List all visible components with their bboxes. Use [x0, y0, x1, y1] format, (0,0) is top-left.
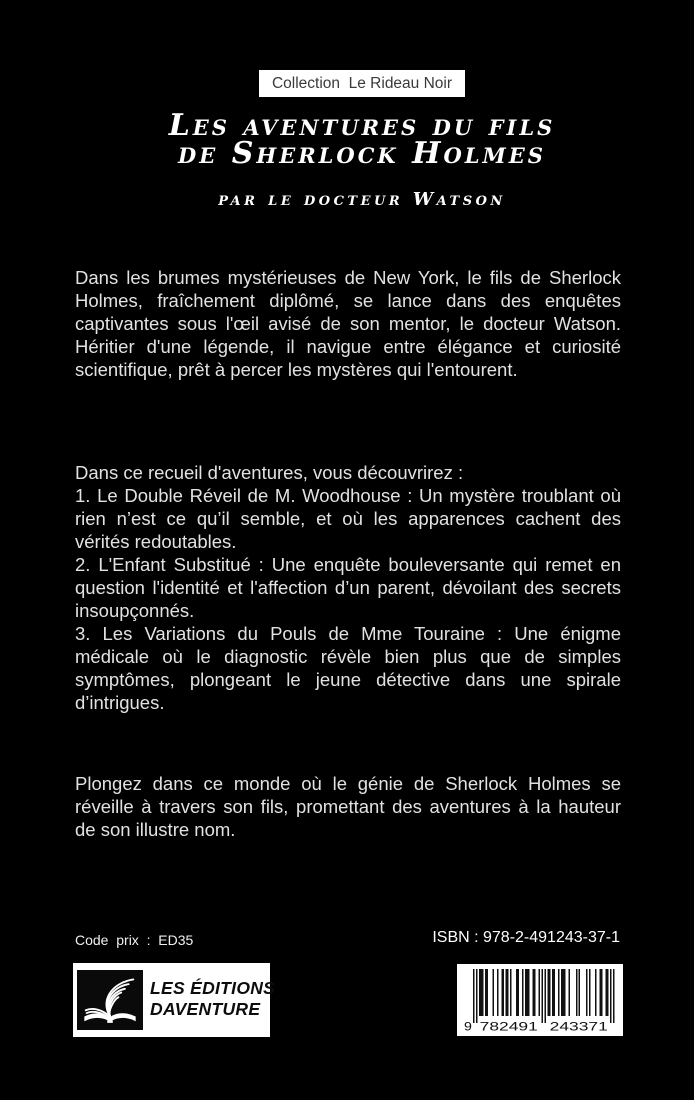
closing-paragraph — [75, 772, 621, 841]
svg-text:782491: 782491 — [479, 1019, 538, 1033]
publisher-logo — [73, 963, 276, 1037]
synopsis-paragraph — [75, 266, 621, 381]
barcode-bars — [464, 969, 616, 1033]
collection-label: Collection Le Rideau Noir — [271, 74, 453, 92]
book-title-line2: de Sherlock Holmes — [178, 136, 546, 171]
book-title-line1: Les aventures du fils — [168, 108, 556, 143]
svg-text:9: 9 — [464, 1019, 472, 1033]
closing-text: Plongez dans ce monde où le génie de Sherlock Holmes se réveille à travers son fils, promettant des aventures à la hauteur de son illustre nom. — [75, 773, 621, 840]
price-code: Code prix : ED35 — [75, 932, 194, 948]
publisher-name-line1: LES ÉDITIONS — [150, 978, 276, 998]
stories-list — [75, 461, 621, 714]
svg-text:243371: 243371 — [549, 1019, 608, 1033]
collection-badge — [259, 70, 465, 97]
barcode — [457, 964, 623, 1036]
publisher-name-line2: DAVENTURE — [150, 999, 261, 1019]
story-item: 1. Le Double Réveil de M. Woodhouse : Un mystère troublant où rien n’est ce qu’il semble, et où les apparences cachent des vérités redoutables. — [75, 485, 621, 552]
synopsis-text: Dans les brumes mystérieuses de New York, le fils de Sherlock Holmes, fraîchement diplômé, se lance dans des enquêtes captivantes sous l'œil avisé de son mentor, le docteur Watson. Héritier d'une légende, il navigue entre élégance et curiosité scientifique, prêt à percer les mystères qui l'entourent. — [75, 267, 621, 380]
book-subtitle: par le docteur Watson — [218, 189, 506, 210]
story-item: 3. Les Variations du Pouls de Mme Touraine : Une énigme médicale où le diagnostic révèle bien plus que de simples symptômes, plongeant le jeune détective dans une spirale d’intrigues. — [75, 623, 621, 713]
publisher-name — [150, 978, 275, 1020]
book-title — [30, 108, 694, 171]
story-item: 2. L'Enfant Substitué : Une enquête bouleversante qui remet en question l'identité et l'affection d’un parent, dévoilant des secrets insoupçonnés. — [75, 554, 621, 621]
stories-intro: Dans ce recueil d'aventures, vous découvrirez : — [75, 462, 464, 483]
open-book-icon — [77, 970, 143, 1030]
isbn-label: ISBN : 978-2-491243-37-1 — [432, 929, 620, 946]
